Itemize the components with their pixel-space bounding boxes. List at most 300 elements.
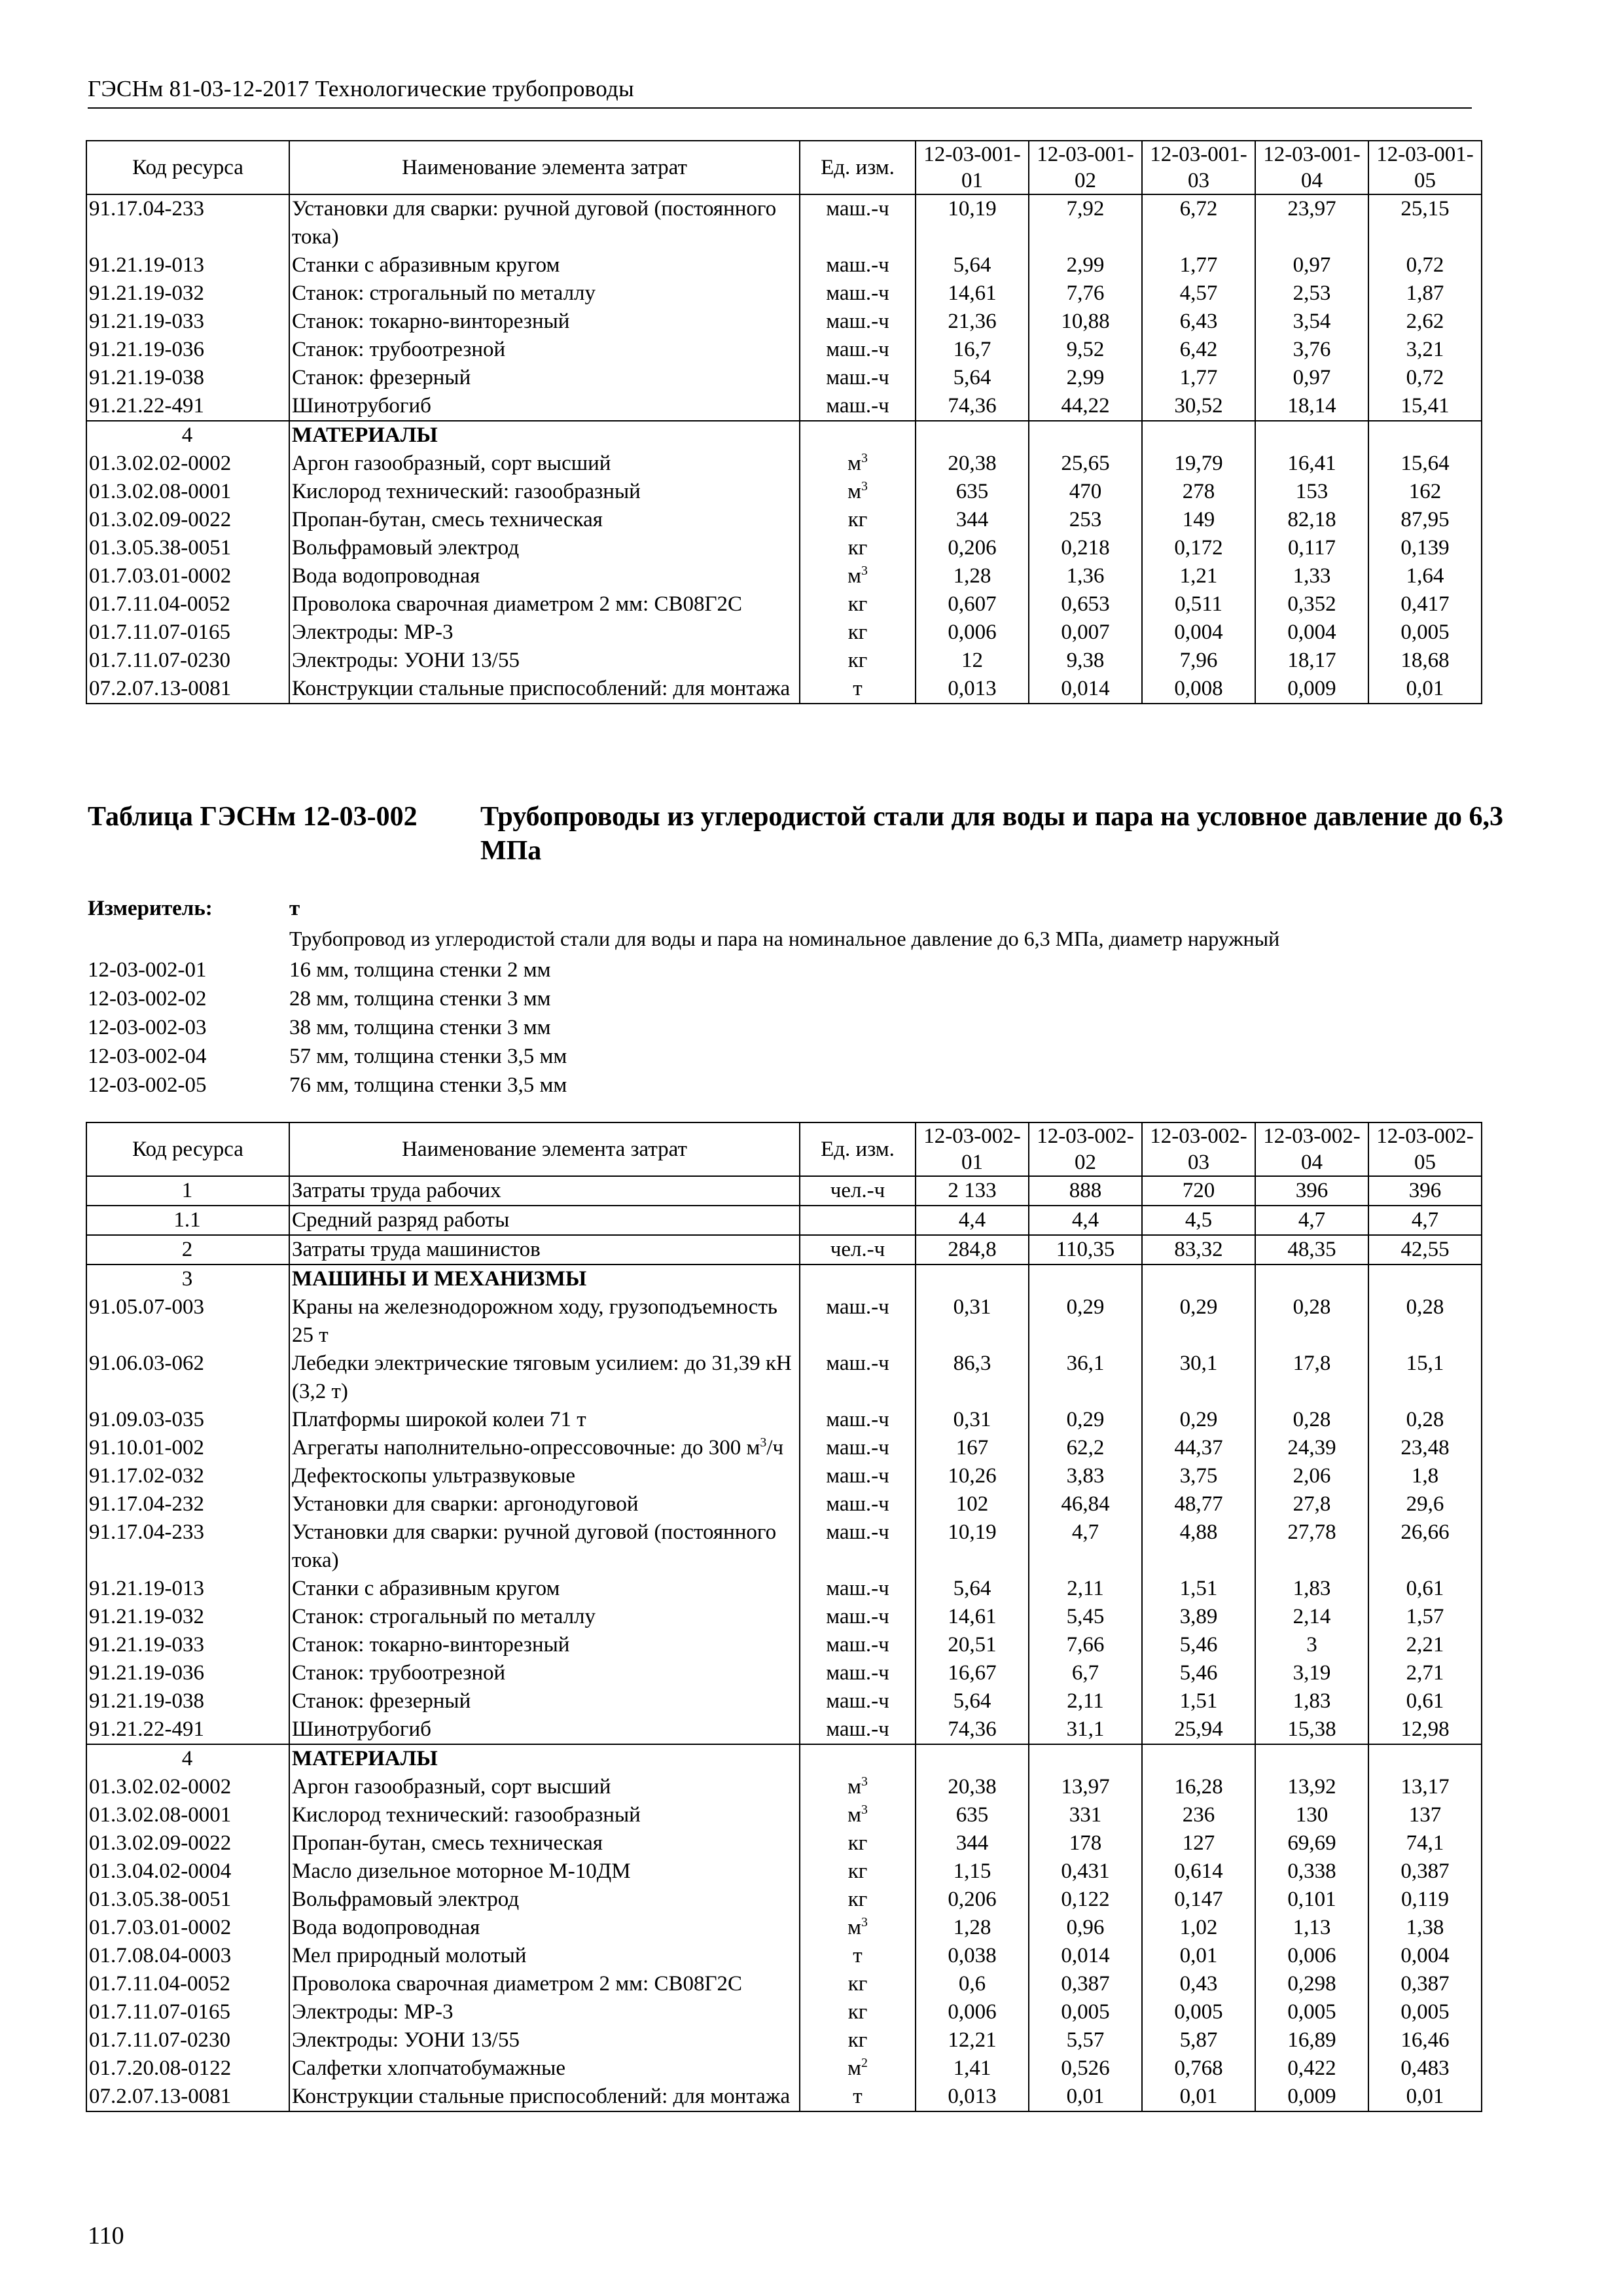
- norm-value: 0,006: [1255, 1942, 1368, 1970]
- resource-name-text: Станок: фрезерный: [292, 366, 471, 389]
- norm-value: 15,64: [1368, 450, 1482, 478]
- unit-text: кг: [847, 1831, 868, 1855]
- norm-value: 27,8: [1255, 1490, 1368, 1518]
- resource-name: [289, 1350, 800, 1406]
- unit-cell: [800, 562, 916, 590]
- norm-value: 720: [1142, 1176, 1255, 1206]
- resource-code: 91.21.19-036: [86, 336, 289, 364]
- unit-cell: [800, 1206, 916, 1235]
- table-row: [86, 279, 1482, 308]
- norm-value: 23,97: [1255, 194, 1368, 251]
- norm-value: 0,526: [1029, 2054, 1142, 2083]
- norm-value: 13,17: [1368, 1773, 1482, 1801]
- table-row: [86, 1659, 1482, 1687]
- resource-name-text: Вольфрамовый электрод: [292, 536, 520, 560]
- table-row: [86, 675, 1482, 704]
- norm-value: 278: [1142, 478, 1255, 506]
- table-row: [86, 1235, 1482, 1265]
- resource-name: [289, 675, 800, 704]
- norm-value: 0,206: [916, 1886, 1029, 1914]
- unit-text: маш.-ч: [826, 1577, 889, 1600]
- unit-cell: [800, 1998, 916, 2026]
- resource-name-text: Аргон газообразный, сорт высший: [292, 452, 611, 475]
- unit-text: маш.-ч: [826, 1464, 889, 1488]
- resource-name-text: Станки с абразивным кругом: [292, 253, 560, 277]
- norm-value: 14,61: [916, 279, 1029, 308]
- unit-cell: [800, 1773, 916, 1801]
- norm-value: 1,83: [1255, 1687, 1368, 1715]
- unit-cell: [800, 1434, 916, 1462]
- unit-cell: [800, 1603, 916, 1631]
- table-row: [86, 1434, 1482, 1462]
- table-row: [86, 534, 1482, 562]
- resource-code: 91.21.22-491: [86, 1715, 289, 1744]
- table-row: [86, 1176, 1482, 1206]
- resource-code: 01.7.08.04-0003: [86, 1942, 289, 1970]
- unit-text: кг: [847, 508, 868, 531]
- norm-value: 1,41: [916, 2054, 1029, 2083]
- superscript: 3: [760, 1435, 767, 1450]
- norm-value: 7,66: [1029, 1631, 1142, 1659]
- resource-name: [289, 450, 800, 478]
- resource-code: 01.3.05.38-0051: [86, 1886, 289, 1914]
- table-row: [86, 308, 1482, 336]
- norm-value: 1,77: [1142, 364, 1255, 392]
- norm-value: 0,014: [1029, 1942, 1142, 1970]
- superscript: 3: [861, 479, 868, 493]
- table-row: [86, 506, 1482, 534]
- norm-value: 20,51: [916, 1631, 1029, 1659]
- resource-name-text: Станок: фрезерный: [292, 1689, 471, 1713]
- resource-name-text: Проволока сварочная диаметром 2 мм: СВ08Г2С: [292, 1972, 743, 1996]
- unit-cell: [800, 1462, 916, 1490]
- resource-name-text: Станки с абразивным кругом: [292, 1577, 560, 1600]
- unit-cell: [800, 279, 916, 308]
- norm-value: 4,7: [1029, 1518, 1142, 1575]
- resource-code: 07.2.07.13-0081: [86, 2083, 289, 2111]
- meter-item: [88, 1042, 567, 1071]
- superscript: 3: [861, 564, 868, 578]
- norm-value: [1029, 1265, 1142, 1293]
- norm-value: 17,8: [1255, 1350, 1368, 1406]
- norm-value: 0,206: [916, 534, 1029, 562]
- resource-name-text: Электроды: МР-3: [292, 2000, 454, 2024]
- norm-value: 635: [916, 1801, 1029, 1829]
- resource-code: 91.21.19-038: [86, 364, 289, 392]
- resource-code: 91.21.19-036: [86, 1659, 289, 1687]
- meter-item: [88, 984, 567, 1013]
- resource-name-text: Дефектоскопы ультразвуковые: [292, 1464, 576, 1488]
- column-header-norm: 12-03-002-02: [1029, 1122, 1142, 1176]
- unit-text: м: [847, 1916, 861, 1939]
- norm-value: 82,18: [1255, 506, 1368, 534]
- section-title: [289, 1744, 800, 1773]
- norm-value: 149: [1142, 506, 1255, 534]
- unit-text: маш.-ч: [826, 1717, 889, 1741]
- norm-value: 3: [1255, 1631, 1368, 1659]
- norm-value: 6,7: [1029, 1659, 1142, 1687]
- table-row: [86, 251, 1482, 279]
- norm-value: 16,89: [1255, 2026, 1368, 2054]
- resource-code: 01.7.03.01-0002: [86, 562, 289, 590]
- norm-value: 0,013: [916, 2083, 1029, 2111]
- norm-value: [916, 1744, 1029, 1773]
- norm-value: 178: [1029, 1829, 1142, 1857]
- norm-value: 25,94: [1142, 1715, 1255, 1744]
- resource-code: 91.17.04-233: [86, 194, 289, 251]
- norm-value: 10,88: [1029, 308, 1142, 336]
- norm-value: 12: [916, 647, 1029, 675]
- resource-name: [289, 1235, 800, 1265]
- table-row: [86, 1265, 1482, 1293]
- unit-cell: [800, 1829, 916, 1857]
- resource-name-text: Краны на железнодорожном ходу, грузоподъемность 25 т: [292, 1295, 777, 1347]
- superscript: 2: [861, 2056, 868, 2070]
- resource-name: [289, 1914, 800, 1942]
- norm-value: 344: [916, 506, 1029, 534]
- norm-value: 10,26: [916, 1462, 1029, 1490]
- unit-text: маш.-ч: [826, 394, 889, 418]
- norm-value: [1368, 1265, 1482, 1293]
- resource-name: [289, 1829, 800, 1857]
- table-caption-code: Таблица ГЭСНм 12-03-002: [88, 802, 418, 832]
- norm-value: 5,64: [916, 364, 1029, 392]
- unit-text: маш.-ч: [826, 1436, 889, 1460]
- unit-text: маш.-ч: [826, 1633, 889, 1657]
- norm-value: 62,2: [1029, 1434, 1142, 1462]
- norm-value: 1,38: [1368, 1914, 1482, 1942]
- resource-code: 91.05.07-003: [86, 1293, 289, 1350]
- norm-value: 0,01: [1142, 2083, 1255, 2111]
- norm-value: 1,64: [1368, 562, 1482, 590]
- table-body: [86, 194, 1482, 704]
- resource-name-text: Станок: токарно-винторезный: [292, 1633, 570, 1657]
- resource-name: [289, 251, 800, 279]
- norm-value: 36,1: [1029, 1350, 1142, 1406]
- resource-name: [289, 478, 800, 506]
- resource-code: 01.7.11.07-0230: [86, 647, 289, 675]
- norm-value: 3,54: [1255, 308, 1368, 336]
- resource-name-text: МАТЕРИАЛЫ: [292, 423, 438, 447]
- table-row: [86, 1293, 1482, 1350]
- norm-value: 0,005: [1368, 1998, 1482, 2026]
- resource-name-text: Установки для сварки: ручной дуговой (постоянного тока): [292, 1520, 777, 1572]
- column-header-name: Наименование элемента затрат: [289, 1122, 800, 1176]
- norm-value: 0,422: [1255, 2054, 1368, 2083]
- norm-value: 0,004: [1255, 619, 1368, 647]
- superscript: 3: [861, 1803, 868, 1817]
- norm-value: 0,101: [1255, 1886, 1368, 1914]
- resource-name: [289, 1206, 800, 1235]
- table-header-row: [86, 141, 1482, 194]
- table-row: [86, 1829, 1482, 1857]
- resource-name: [289, 1715, 800, 1744]
- resource-code: 91.17.02-032: [86, 1462, 289, 1490]
- resource-code: 01.3.04.02-0004: [86, 1857, 289, 1886]
- norm-value: 0,009: [1255, 675, 1368, 704]
- resource-name-text: Установки для сварки: ручной дуговой (постоянного тока): [292, 197, 777, 249]
- table-row: [86, 1603, 1482, 1631]
- norm-value: 331: [1029, 1801, 1142, 1829]
- norm-value: 30,52: [1142, 392, 1255, 421]
- norm-value: 18,14: [1255, 392, 1368, 421]
- unit-cell: [800, 1176, 916, 1206]
- table-row: [86, 1462, 1482, 1490]
- meter-item: [88, 1071, 567, 1100]
- resource-name: [289, 194, 800, 251]
- norm-value: 18,17: [1255, 647, 1368, 675]
- resource-code: 91.21.19-033: [86, 308, 289, 336]
- meter-item-code: 12-03-002-05: [88, 1073, 207, 1097]
- norm-value: 153: [1255, 478, 1368, 506]
- norm-value: 25,15: [1368, 194, 1482, 251]
- norm-value: 13,92: [1255, 1773, 1368, 1801]
- unit-text: кг: [847, 620, 868, 644]
- norm-value: 25,65: [1029, 450, 1142, 478]
- table-row: [86, 2026, 1482, 2054]
- norm-value: 44,22: [1029, 392, 1142, 421]
- unit-text: кг: [847, 1859, 868, 1883]
- norm-value: 0,01: [1029, 2083, 1142, 2111]
- norm-value: 1,8: [1368, 1462, 1482, 1490]
- table-row: [86, 2054, 1482, 2083]
- resource-name-text: МАШИНЫ И МЕХАНИЗМЫ: [292, 1267, 587, 1291]
- resource-code: 91.17.04-233: [86, 1518, 289, 1575]
- norm-value: 19,79: [1142, 450, 1255, 478]
- resource-name-text: Салфетки хлопчатобумажные: [292, 2056, 565, 2080]
- unit-text: маш.-ч: [826, 1492, 889, 1516]
- resource-code: 91.17.04-232: [86, 1490, 289, 1518]
- resource-name-text: Электроды: МР-3: [292, 620, 454, 644]
- unit-cell: [800, 1350, 916, 1406]
- unit-text: маш.-ч: [826, 1605, 889, 1628]
- norm-value: 0,006: [916, 1998, 1029, 2026]
- norm-value: 0,61: [1368, 1575, 1482, 1603]
- norm-value: 4,7: [1255, 1206, 1368, 1235]
- norm-value: 1,33: [1255, 562, 1368, 590]
- norm-value: 87,95: [1368, 506, 1482, 534]
- norm-value: 0,038: [916, 1942, 1029, 1970]
- norm-value: [1255, 421, 1368, 450]
- table-caption-title: Трубопроводы из углеродистой стали для воды и пара на условное давление до 6,3 МПа: [480, 802, 1503, 866]
- unit-text: м: [847, 480, 861, 503]
- table-body: [86, 1176, 1482, 2111]
- meter-item-text: 38 мм, толщина стенки 3 мм: [289, 1016, 551, 1039]
- resource-code: 01.7.11.04-0052: [86, 1970, 289, 1998]
- norm-value: 4,4: [916, 1206, 1029, 1235]
- norm-value: 7,92: [1029, 194, 1142, 251]
- unit-text: кг: [847, 1972, 868, 1996]
- norm-value: 5,64: [916, 251, 1029, 279]
- resource-name-text: Установки для сварки: аргонодуговой: [292, 1492, 639, 1516]
- resource-name-text: Станок: строгальный по металлу: [292, 1605, 596, 1628]
- norm-value: 3,19: [1255, 1659, 1368, 1687]
- resource-name-text: Лебедки электрические тяговым усилием: до 31,39 кН (3,2 т): [292, 1352, 792, 1403]
- resource-name-text: Станок: трубоотрезной: [292, 338, 506, 361]
- norm-value: 1,28: [916, 1914, 1029, 1942]
- table-row: [86, 1631, 1482, 1659]
- unit-cell: [800, 194, 916, 251]
- norm-value: 1,21: [1142, 562, 1255, 590]
- unit-text: т: [853, 2085, 863, 2108]
- norm-value: 0,28: [1368, 1293, 1482, 1350]
- norm-value: 27,78: [1255, 1518, 1368, 1575]
- resource-name-text: Средний разряд работы: [292, 1208, 510, 1232]
- norm-value: 0,298: [1255, 1970, 1368, 1998]
- table-row: [86, 1886, 1482, 1914]
- table-row: [86, 1406, 1482, 1434]
- unit-cell: [800, 1518, 916, 1575]
- norm-value: 15,41: [1368, 392, 1482, 421]
- norm-value: 0,387: [1029, 1970, 1142, 1998]
- unit-cell: [800, 1631, 916, 1659]
- unit-cell: [800, 1914, 916, 1942]
- unit-text: кг: [847, 592, 868, 616]
- norm-value: 74,1: [1368, 1829, 1482, 1857]
- column-header-norm: 12-03-002-01: [916, 1122, 1029, 1176]
- norm-value: 2,53: [1255, 279, 1368, 308]
- norm-value: 162: [1368, 478, 1482, 506]
- unit-cell: [800, 1970, 916, 1998]
- norm-value: 4,5: [1142, 1206, 1255, 1235]
- norm-value: 2,99: [1029, 364, 1142, 392]
- norm-value: 0,483: [1368, 2054, 1482, 2083]
- norm-value: 0,006: [916, 619, 1029, 647]
- unit-text: маш.-ч: [826, 1520, 889, 1544]
- norm-value: 0,005: [1368, 619, 1482, 647]
- resource-name: [289, 336, 800, 364]
- table-row: [86, 1914, 1482, 1942]
- norm-value: 0,01: [1368, 675, 1482, 704]
- superscript: 3: [861, 1774, 868, 1789]
- norm-value: 0,01: [1368, 2083, 1482, 2111]
- norm-value: 0,119: [1368, 1886, 1482, 1914]
- norm-value: 0,01: [1142, 1942, 1255, 1970]
- norm-value: 6,42: [1142, 336, 1255, 364]
- norm-value: 31,1: [1029, 1715, 1142, 1744]
- column-header-norm: 12-03-002-03: [1142, 1122, 1255, 1176]
- norm-value: 48,77: [1142, 1490, 1255, 1518]
- norm-value: 635: [916, 478, 1029, 506]
- table-row: [86, 1998, 1482, 2026]
- resource-code: 01.7.11.04-0052: [86, 590, 289, 619]
- norm-value: 470: [1029, 478, 1142, 506]
- norm-value: 0,511: [1142, 590, 1255, 619]
- norm-value: 5,46: [1142, 1659, 1255, 1687]
- norm-value: 1,51: [1142, 1575, 1255, 1603]
- norm-value: 344: [916, 1829, 1029, 1857]
- resource-code: 91.21.19-013: [86, 251, 289, 279]
- resource-name: [289, 1176, 800, 1206]
- norm-value: 0,008: [1142, 675, 1255, 704]
- resource-code: 91.21.19-032: [86, 1603, 289, 1631]
- resource-code: 4: [86, 1744, 289, 1773]
- resource-code: 01.7.11.07-0165: [86, 619, 289, 647]
- table-row: [86, 1687, 1482, 1715]
- norm-value: 0,005: [1029, 1998, 1142, 2026]
- norm-value: 0,122: [1029, 1886, 1142, 1914]
- unit-cell: [800, 2083, 916, 2111]
- norm-value: [1368, 421, 1482, 450]
- norm-value: [1368, 1744, 1482, 1773]
- norm-value: 396: [1255, 1176, 1368, 1206]
- norm-value: 102: [916, 1490, 1029, 1518]
- resource-name: [289, 1970, 800, 1998]
- norm-value: 2,06: [1255, 1462, 1368, 1490]
- resource-name-text: Электроды: УОНИ 13/55: [292, 649, 520, 672]
- unit-text: кг: [847, 2000, 868, 2024]
- resource-name: [289, 2054, 800, 2083]
- resource-name-text: Вода водопроводная: [292, 564, 480, 588]
- resource-name-text: Кислород технический: газообразный: [292, 1803, 641, 1827]
- resource-name: [289, 534, 800, 562]
- table-row: [86, 1744, 1482, 1773]
- norm-value: 16,46: [1368, 2026, 1482, 2054]
- column-header-norm: 12-03-002-05: [1368, 1122, 1482, 1176]
- norm-value: 26,66: [1368, 1518, 1482, 1575]
- column-header-code: Код ресурса: [86, 141, 289, 194]
- norm-value: 10,19: [916, 194, 1029, 251]
- resource-name-text: Станок: строгальный по металлу: [292, 281, 596, 305]
- unit-cell: [800, 534, 916, 562]
- superscript: 3: [861, 451, 868, 465]
- meter-item-text: 57 мм, толщина стенки 3,5 мм: [289, 1045, 567, 1068]
- meter-item-code: 12-03-002-02: [88, 987, 207, 1011]
- meter-item: [88, 1013, 567, 1042]
- norm-value: [1142, 421, 1255, 450]
- resource-name-tail: /ч: [766, 1436, 784, 1460]
- norm-value: 44,37: [1142, 1434, 1255, 1462]
- resource-name: [289, 2026, 800, 2054]
- resource-code: 3: [86, 1265, 289, 1293]
- unit-text: маш.-ч: [826, 366, 889, 389]
- norm-value: 0,6: [916, 1970, 1029, 1998]
- norm-value: 83,32: [1142, 1235, 1255, 1265]
- norm-value: 7,96: [1142, 647, 1255, 675]
- norm-value: 0,61: [1368, 1687, 1482, 1715]
- norm-value: 0,31: [916, 1293, 1029, 1350]
- norm-value: 16,41: [1255, 450, 1368, 478]
- resource-code: 01.3.02.08-0001: [86, 478, 289, 506]
- norm-value: 0,004: [1368, 1942, 1482, 1970]
- resource-name: [289, 392, 800, 421]
- resource-name: [289, 1631, 800, 1659]
- unit-cell: [800, 1744, 916, 1773]
- resource-code: 91.21.19-038: [86, 1687, 289, 1715]
- table-row: [86, 1490, 1482, 1518]
- norm-value: 2,11: [1029, 1575, 1142, 1603]
- norm-value: 396: [1368, 1176, 1482, 1206]
- norm-value: 3,21: [1368, 336, 1482, 364]
- norm-value: 1,57: [1368, 1603, 1482, 1631]
- resource-code: 91.21.22-491: [86, 392, 289, 421]
- table-row: [86, 562, 1482, 590]
- unit-cell: [800, 1801, 916, 1829]
- norm-value: 0,005: [1142, 1998, 1255, 2026]
- unit-text: маш.-ч: [826, 1661, 889, 1685]
- norm-value: 69,69: [1255, 1829, 1368, 1857]
- resource-name-text: Вольфрамовый электрод: [292, 1888, 520, 1911]
- norm-value: 15,1: [1368, 1350, 1482, 1406]
- resource-name-text: Конструкции стальные приспособлений: для монтажа: [292, 2085, 791, 2108]
- norm-value: 167: [916, 1434, 1029, 1462]
- norm-value: 4,7: [1368, 1206, 1482, 1235]
- column-header-unit: Ед. изм.: [800, 1122, 916, 1176]
- norm-value: 16,28: [1142, 1773, 1255, 1801]
- norm-value: 15,38: [1255, 1715, 1368, 1744]
- unit-text: маш.-ч: [826, 338, 889, 361]
- unit-cell: [800, 506, 916, 534]
